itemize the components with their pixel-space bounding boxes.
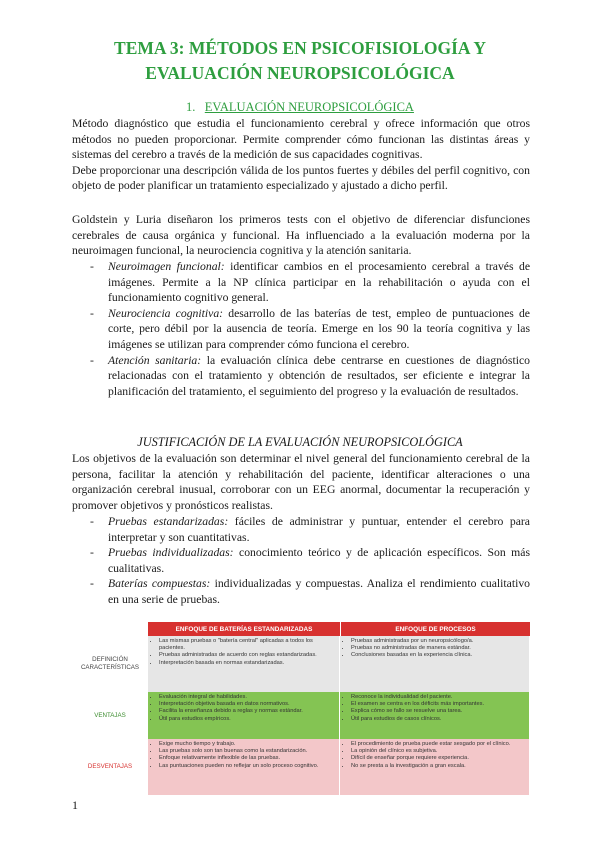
page-number: 1	[72, 798, 78, 812]
list-item: - Neurociencia cognitiva: desarrollo de las baterías de test, empleo de puntuaciones de corte, pero débil por la ausencia de teoría. Emerge en los 90 la teoría cognitiva y las imágenes se utilizan para comprender cómo funciona el cerebro.	[90, 306, 530, 351]
justification-paragraph: Los objetivos de la evaluación son determinar el nivel general del funcionamiento cerebral de la persona, facilitar la atención y rehabilitación del paciente, identificar alteraciones o una organización cerebral inusual, corroborar con un EEG anormal, documentar la recuperación y promover objetivos y pronósticos realistas.	[72, 452, 530, 512]
table-row: VENTAJAS • Evaluación integral de habilidades. • Interpretación objetiva basada en datos normativos. • Facilita la enseñanza debido a reglas y normas estándar. • Útil para estudios empíricos. • Reconoce la individualidad del paciente. • El examen se centra en los déficits más importantes. • Explica cómo se fallo se resuelve una tarea. • Útil para estudios de casos clínicos.	[72, 692, 530, 739]
section-heading	[0, 99, 600, 115]
intro-block	[72, 116, 530, 194]
list-item: - Pruebas estandarizadas: fáciles de administrar y puntuar, entender el cerebro para interpretar y son cuantitativas.	[90, 515, 530, 544]
comparison-table	[72, 622, 530, 795]
row-label-advantages: VENTAJAS	[94, 711, 126, 719]
justification-heading: JUSTIFICACIÓN DE LA EVALUACIÓN NEUROPSICOLÓGICA	[137, 435, 463, 449]
table-header-process: ENFOQUE DE PROCESOS	[341, 622, 530, 636]
title-line-1: TEMA 3: MÉTODOS EN PSICOFISIOLOGÍA Y	[114, 38, 486, 58]
title-line-2: EVALUACIÓN NEUROPSICOLÓGICA	[145, 63, 455, 83]
test-types-list	[72, 514, 530, 608]
list-item: - Pruebas individualizadas: conocimiento teórico y de aplicación específicos. Son más cualitativas.	[90, 546, 530, 575]
table-header-row	[72, 622, 530, 636]
table-row: DESVENTAJAS • Exige mucho tiempo y trabajo. • Las pruebas solo son tan buenas como la estandarización. • Enfoque relativamente inflexible de las pruebas. • Las puntuaciones pueden no reflejar un solo proceso cognitivo. • El procedimiento de prueba puede estar sesgado por el clínico. • La opinión del clínico es subjetiva. • Difícil de enseñar porque requiere experiencia. • No se presta a la investigación a gran escala.	[72, 739, 530, 795]
table-header-standardized: ENFOQUE DE BATERÍAS ESTANDARIZADAS	[148, 622, 341, 636]
list-item: - Atención sanitaria: la evaluación clínica debe centrarse en cuestiones de diagnóstico relacionadas con el tratamiento y obtención de resultados, ser eficiente e integrar la planificación del tratamiento, el seguimiento del progreso y la evaluación de resultados.	[90, 353, 530, 398]
intro-paragraph-1: Método diagnóstico que estudia el funcionamiento cerebral y ofrece información que otros métodos no pueden proporcionar. Permite comprender cómo funcionan las distintas áreas y sistemas del cerebro a través de la medición de sus capacidades cognitivas.	[72, 117, 530, 162]
list-item: - Baterías compuestas: individualizadas y compuestas. Analiza el rendimiento cualitativo en una serie de pruebas.	[90, 577, 531, 606]
table-row: DEFINICIÓN CARACTERÍSTICAS • Las mismas pruebas o "batería central" aplicadas a todos los pacientes. • Pruebas administradas de acuerdo con reglas estandarizadas. • Interpretación basada en normas estandarizadas. • Pruebas administradas por un neuropsicólogo/a. • Pruebas no administradas de manera estándar. • Conclusiones basadas en la experiencia clínica.	[72, 636, 530, 692]
section-heading-text: EVALUACIÓN NEUROPSICOLÓGICA	[204, 100, 414, 114]
list-item: - Neuroimagen funcional: identificar cambios en el procesamiento cerebral a través de imágenes. Permite a la NP clínica participar en la rehabilitación o ayuda con el funcionamiento cognitivo general.	[90, 260, 531, 305]
document-title	[0, 36, 600, 86]
history-block	[72, 212, 530, 259]
history-paragraph: Goldstein y Luria diseñaron los primeros tests con el objetivo de diferenciar disfunciones cerebrales de causa orgánica y funcional. Ha influenciado a la evaluación moderna por la neuroimagen funcional, la neurociencia cognitiva y la atención sanitaria.	[72, 213, 530, 258]
section-number: 1.	[186, 100, 196, 114]
justification-block	[72, 451, 530, 513]
intro-paragraph-2: Debe proporcionar una descripción válida de los puntos fuertes y débiles del perfil cognitivo, con objeto de poder planificar un tratamiento especializado y ajustado a dicho perfil.	[72, 163, 530, 193]
influences-list	[72, 259, 530, 399]
row-label-definition: DEFINICIÓN CARACTERÍSTICAS	[80, 656, 140, 671]
row-label-disadvantages: DESVENTAJAS	[87, 763, 133, 770]
